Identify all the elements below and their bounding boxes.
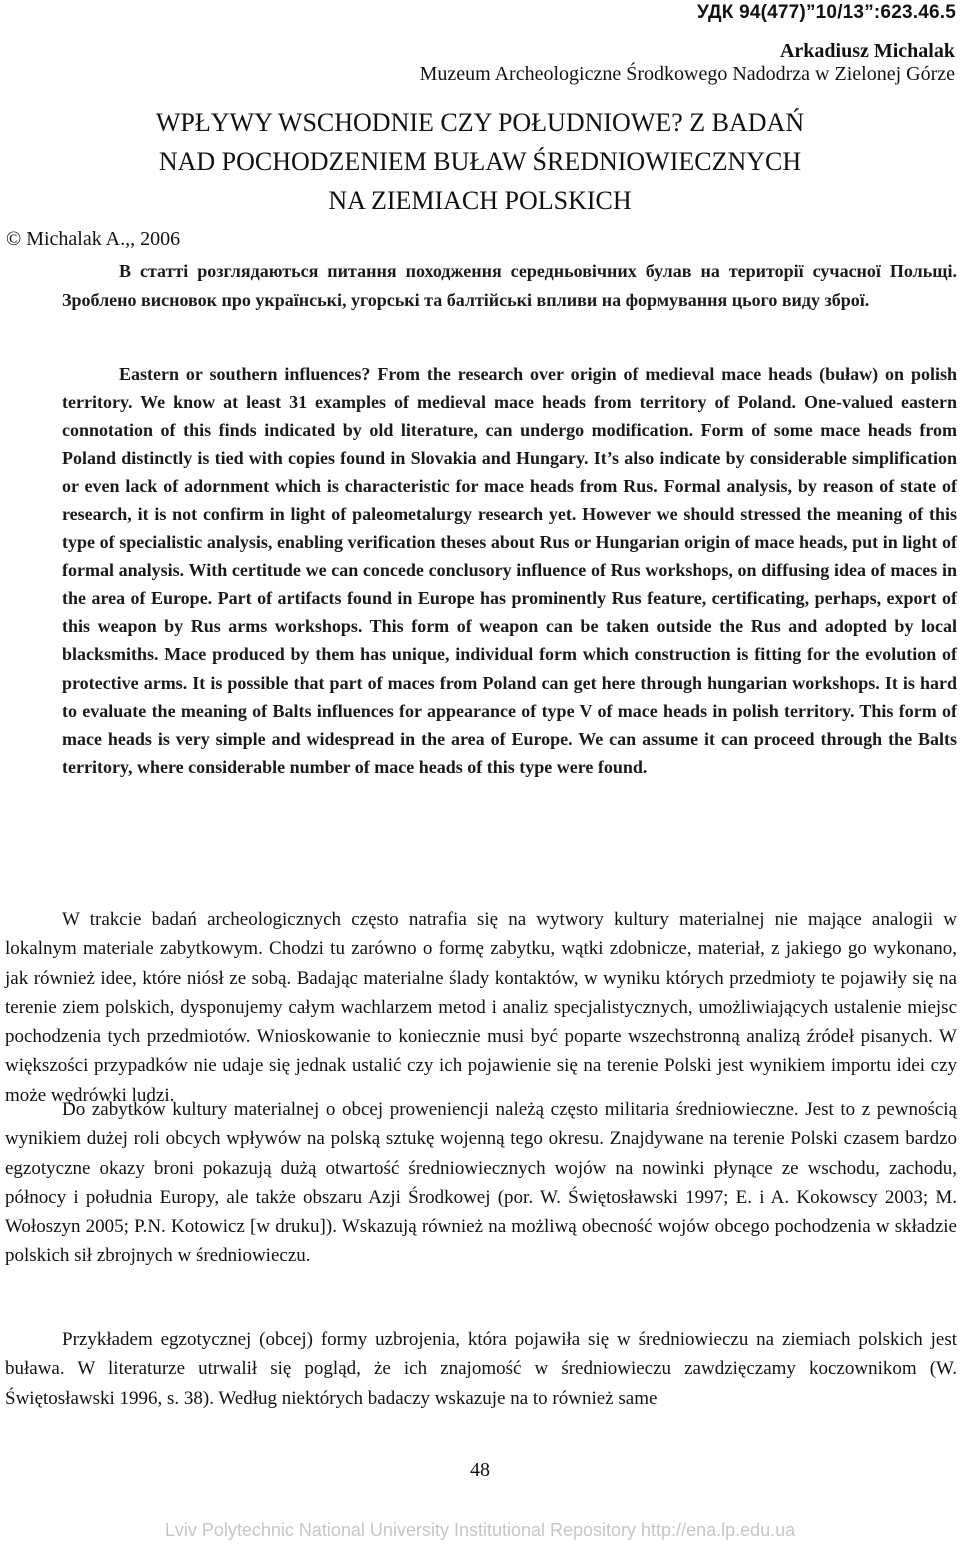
page-number: 48 xyxy=(470,1459,490,1481)
abstract-ukrainian: В статті розглядаються питання походження середньовічних булав на території сучасної Польщі. Зроблено висновок про українські, угорські та балтійські впливи на формування цього виду зброї. xyxy=(62,261,957,311)
title-line: NA ZIEMIACH POLSKICH xyxy=(328,186,632,215)
body-paragraph: Do zabytków kultury materialnej o obcej proweniencji należą często militaria średniowieczne. Jest to z pewnością wynikiem dużej roli obcych wpływów na polską sztukę wojenną tego okresu. Znajdywane na terenie Polski czasem bardzo egzotyczne okazy broni pokazują dużą otwartość średniowiecznych wojów na nowinki płynące ze wschodu, zachodu, północy i południa Europy, ale także obszaru Azji Środkowej (por. W. Świętosławski 1997; E. i A. Kokowscy 2003; M. Wołoszyn 2005; P.N. Kotowicz [w druku]). Wskazują również na możliwą obecność wojów obcego pochodzenia w składzie polskich sił zbrojnych w średniowieczu. xyxy=(5,1099,957,1267)
author-name: Arkadiusz Michalak xyxy=(779,40,955,62)
udc-code: УДК 94(477)”10/13”:623.46.5 xyxy=(697,2,956,23)
body-paragraph: W trakcie badań archeologicznych często natrafia się na wytwory kultury materialnej nie mające analogii w lokalnym materiale zabytkowym. Chodzi tu zarówno o formę zabytku, wątki zdobnicze, materiał, z jakiego go wykonano, jak również idee, które niósł ze sobą. Badając materialne ślady kontaktów, w wyniku których przedmioty te pojawiły się na terenie ziem polskich, dysponujemy całym wachlarzem metod i analiz specjalistycznych, umożliwiających ustalenie miejsc pochodzenia tych przedmiotów. Wnioskowanie to koniecznie musi być poparte wszechstronną analizą źródeł pisanych. W większości przypadków nie udaje się jednak ustalić czy ich pojawienie się na terenie Polski jest wynikiem importu idei czy może wędrówki ludzi. xyxy=(5,909,957,1106)
abstract-english: Eastern or southern influences? From the research over origin of medieval mace heads (buław) on polish territory. We know at least 31 examples of medieval mace heads from territory of Poland. One-valued eastern connotation of this finds indicated by old literature, can undergo modification. Form of some mace heads from Poland distinctly is tied with copies found in Slovakia and Hungary. It’s also indicate by considerable simplification or even lack of adornment which is characteristic for mace heads from Rus. Formal analysis, by reason of state of research, it is not confirm in light of paleometalurgy research yet. However we should stressed the meaning of this type of specialistic analysis, enabling verification theses about Rus or Hungarian origin of mace heads, put in light of formal analysis. With certitude we can concede conclusory influence of Rus workshops, on diffusing idea of maces in the area of Europe. Part of artifacts found in Europe has prominently Rus feature, certificating, perhaps, export of this weapon by Rus arms workshops. This form of weapon can be taken outside the Rus and adopted by local blacksmiths. Mace produced by them has unique, individual form which construction is fitting for the evolution of protective arms. It is possible that part of maces from Poland can get here through hungarian workshops. It is hard to evaluate the meaning of Balts influences for appearance of type V of mace heads in polish territory. This form of mace heads is very simple and widespread in the area of Europe. We can assume it can proceed through the Balts territory, where considerable number of mace heads of this type were found. xyxy=(62,364,957,777)
author-affiliation: Muzeum Archeologiczne Środkowego Nadodrza w Zielonej Górze xyxy=(419,63,955,85)
body-paragraph: Przykładem egzotycznej (obcej) formy uzbrojenia, która pojawiła się w średniowieczu na ziemiach polskich jest buława. W literaturze utrwalił się pogląd, że ich znajomość w średniowieczu zawdzięczamy koczownikom (W. Świętosławski 1996, s. 38). Według niektórych badaczy wskazuje na to również same xyxy=(5,1329,957,1409)
title-line: WPŁYWY WSCHODNIE CZY POŁUDNIOWE? Z BADAŃ xyxy=(155,108,805,137)
title-line: NAD POCHODZENIEM BUŁAW ŚREDNIOWIECZNYCH xyxy=(158,147,802,176)
repository-footer: Lviv Polytechnic National University Institutional Repository http://ena.lp.edu.ua xyxy=(164,1520,796,1540)
copyright-line: © Michalak A.,, 2006 xyxy=(6,228,181,250)
article-title xyxy=(0,103,960,220)
